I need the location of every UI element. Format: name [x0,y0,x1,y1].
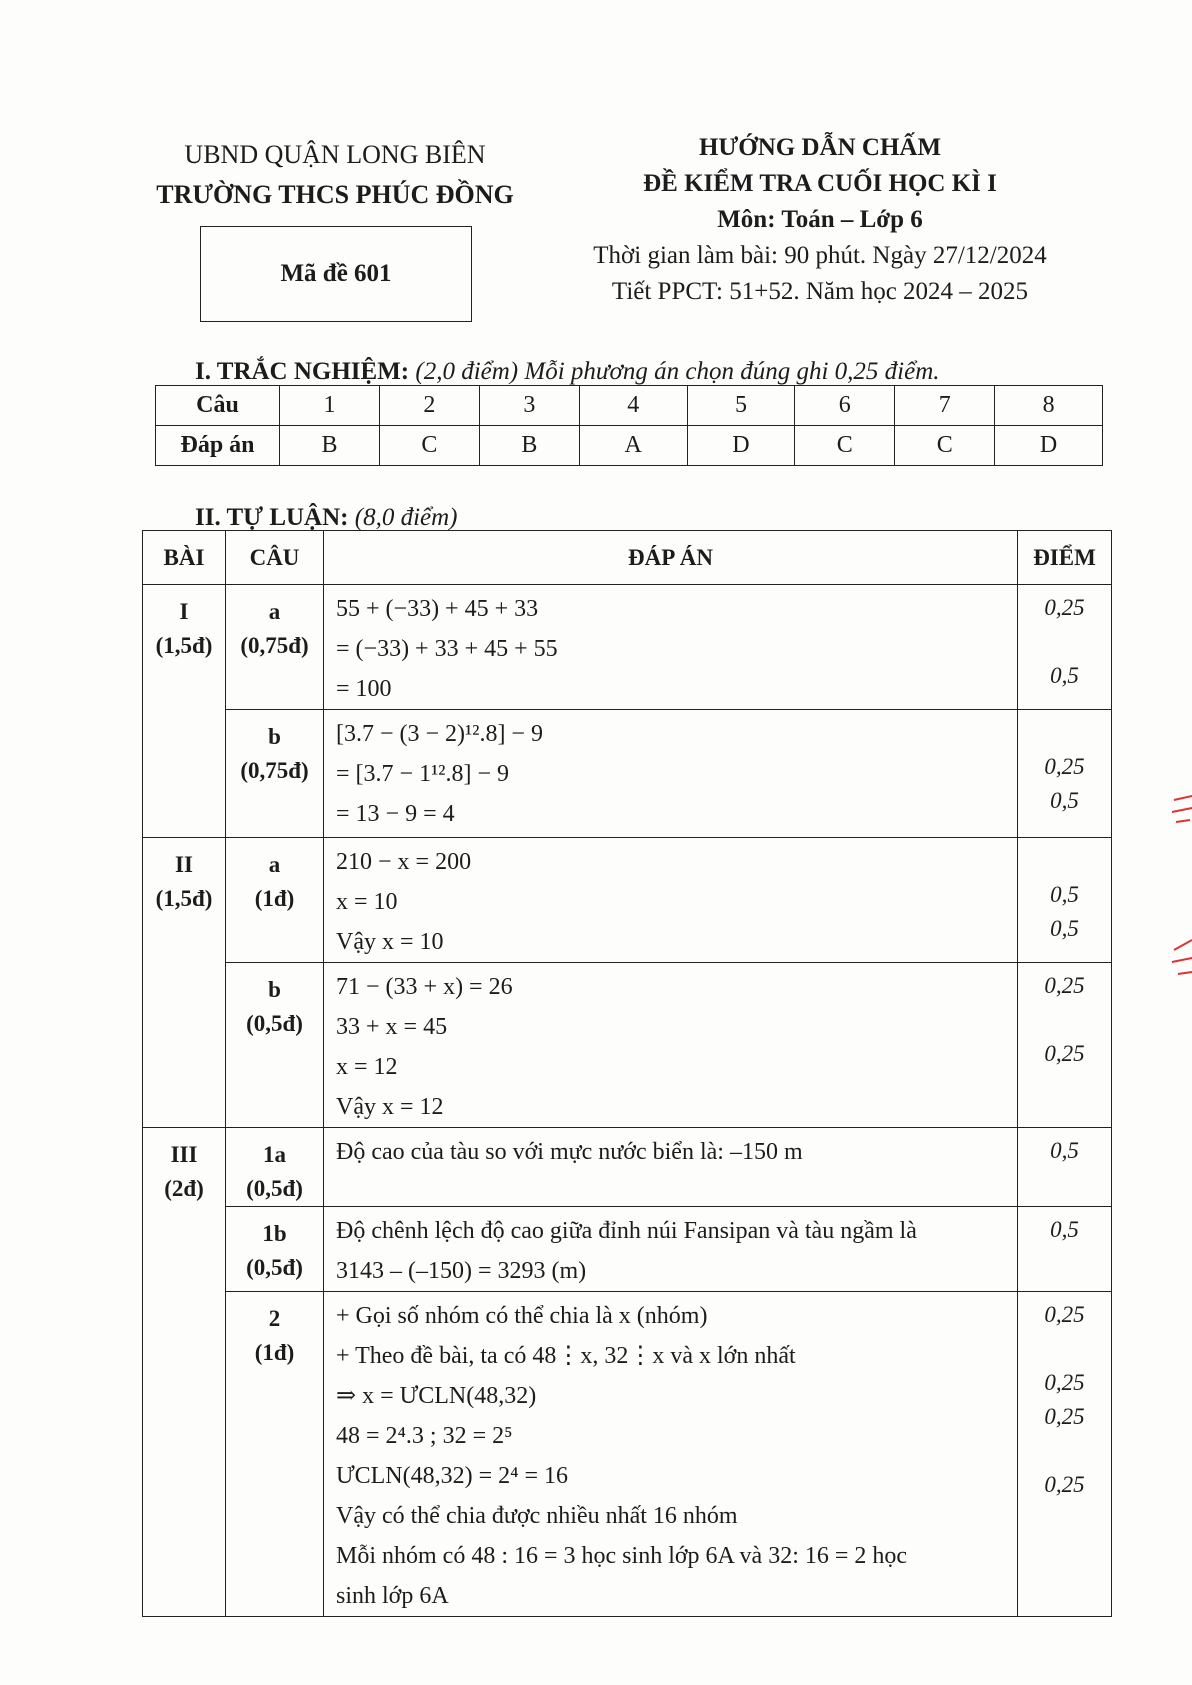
points-value [1018,1332,1111,1366]
bai-cell [143,1128,226,1617]
answer-cell-1: B [280,426,380,466]
points-cell [1018,1292,1112,1617]
points-value: 0,5 [1050,882,1079,907]
answer-line: + Theo đề bài, ta có 48⋮x, 32⋮x và x lớn nhất [336,1343,796,1369]
part2-note: (8,0 điểm) [354,504,458,531]
answer-cell [324,838,1018,963]
points-value [1018,716,1111,750]
bai-points: (1,5đ) [155,633,213,658]
part1-title: I. TRẮC NGHIỆM: [195,358,410,385]
answer-cell-6: C [795,426,895,466]
question-number-7: 7 [895,386,995,426]
cau-points: (0,75đ) [240,758,309,783]
bai-points: (2đ) [164,1176,204,1201]
doc-title: HƯỚNG DẪN CHẤM [698,134,942,161]
points-value [1018,844,1111,878]
answer-line: Độ cao của tàu so với mực nước biển là: –150 m [336,1139,803,1165]
points-value [1018,1003,1111,1037]
bai-cell [143,585,226,838]
col-bai-header: BÀI [143,531,226,585]
bai-number: II [175,852,193,877]
period-line: Tiết PPCT: 51+52. Năm học 2024 – 2025 [611,278,1029,305]
cau-label: a [268,852,281,877]
answer-line: ƯCLN(48,32) = 2⁴ = 16 [336,1463,569,1489]
points-value: 0,25 [1044,1472,1085,1497]
bai-cell [143,838,226,1128]
essay-row [143,1128,1112,1207]
cau-cell [226,710,324,838]
answer-line: 48 = 2⁴.3 ; 32 = 2⁵ [336,1423,513,1449]
answer-line: Vậy x = 12 [336,1094,444,1120]
multiple-choice-table [155,385,1103,466]
points-value: 0,25 [1044,595,1085,620]
school-block [120,135,550,215]
cau-label: b [268,977,281,1002]
answer-line: Mỗi nhóm có 48 : 16 = 3 học sinh lớp 6A và 32: 16 = 2 học [336,1543,908,1569]
col-points-header: ĐIỂM [1018,531,1112,585]
points-value: 0,25 [1044,973,1085,998]
cau-label: 1a [263,1142,286,1167]
essay-row [143,710,1112,838]
answer-cell-2: C [379,426,479,466]
points-cell [1018,1207,1112,1292]
points-cell [1018,838,1112,963]
answer-cell-8: D [995,426,1103,466]
essay-row [143,963,1112,1128]
school-name: TRƯỜNG THCS PHÚC ĐỒNG [156,180,514,209]
answer-line: 71 − (33 + x) = 26 [336,974,513,1000]
cau-cell [226,1292,324,1617]
points-cell [1018,963,1112,1128]
cau-label: 1b [262,1221,287,1246]
points-cell [1018,1128,1112,1207]
answer-line: x = 12 [336,1054,398,1080]
essay-row [143,585,1112,710]
points-value: 0,25 [1044,1404,1085,1429]
cau-points: (1đ) [254,1340,295,1365]
cau-cell [226,1207,324,1292]
points-value: 0,25 [1044,1370,1085,1395]
cau-label: a [268,599,281,624]
points-value: 0,5 [1050,663,1079,688]
question-row [156,386,1103,426]
exam-code-box [200,226,472,322]
answer-row [156,426,1103,466]
answer-line: = (−33) + 33 + 45 + 55 [336,636,558,662]
district-name: UBND QUẬN LONG BIÊN [184,140,486,169]
question-row-label: Câu [156,386,280,426]
question-number-4: 4 [579,386,687,426]
points-cell [1018,710,1112,838]
bai-number: III [170,1142,198,1167]
answer-cell-3: B [479,426,579,466]
answer-cell-5: D [687,426,795,466]
question-number-5: 5 [687,386,795,426]
cau-points: (0,5đ) [246,1011,303,1036]
cau-cell [226,1128,324,1207]
answer-line: sinh lớp 6A [336,1583,449,1609]
cau-label: 2 [268,1306,281,1331]
answer-line: 55 + (−33) + 45 + 33 [336,596,539,622]
answer-cell-7: C [895,426,995,466]
cau-points: (1đ) [254,886,295,911]
points-value: 0,25 [1044,1302,1085,1327]
points-cell [1018,585,1112,710]
answer-line: = 100 [336,676,392,702]
answer-line: + Gọi số nhóm có thể chia là x (nhóm) [336,1303,708,1329]
answer-cell [324,963,1018,1128]
answer-cell [324,585,1018,710]
col-answer-header: ĐÁP ÁN [324,531,1018,585]
points-value: 0,25 [1044,1041,1085,1066]
question-number-1: 1 [280,386,380,426]
answer-line: ⇒ x = ƯCLN(48,32) [336,1383,537,1409]
points-value: 0,5 [1050,1138,1079,1163]
cau-points: (0,5đ) [246,1255,303,1280]
cau-cell [226,963,324,1128]
answer-line: 210 − x = 200 [336,849,472,875]
bai-number: I [179,599,189,624]
answer-line: = [3.7 − 1¹².8] − 9 [336,761,509,787]
points-value [1018,625,1111,659]
answer-cell [324,1128,1018,1207]
answer-line: Vậy có thể chia được nhiều nhất 16 nhóm [336,1503,738,1529]
doc-subtitle: ĐỀ KIỂM TRA CUỐI HỌC KÌ I [643,170,997,197]
stamp-fragment [1160,790,1192,990]
title-block [555,130,1085,310]
points-value [1018,1071,1111,1105]
cau-points: (0,75đ) [240,633,309,658]
cau-cell [226,585,324,710]
bai-points: (1,5đ) [155,886,213,911]
points-value: 0,25 [1044,754,1085,779]
answer-line: Độ chênh lệch độ cao giữa đỉnh núi Fansipan và tàu ngầm là [336,1218,917,1244]
essay-row [143,838,1112,963]
essay-header-row [143,531,1112,585]
answer-row-label: Đáp án [156,426,280,466]
answer-line: 33 + x = 45 [336,1014,448,1040]
essay-row [143,1292,1112,1617]
question-number-2: 2 [379,386,479,426]
cau-cell [226,838,324,963]
question-number-8: 8 [995,386,1103,426]
answer-cell [324,1207,1018,1292]
answer-line: x = 10 [336,889,398,915]
subject-line: Môn: Toán – Lớp 6 [717,206,923,233]
question-number-3: 3 [479,386,579,426]
answer-line: [3.7 − (3 − 2)¹².8] − 9 [336,721,543,747]
col-cau-header: CÂU [226,531,324,585]
points-value: 0,5 [1050,1217,1079,1242]
answer-cell-4: A [579,426,687,466]
question-number-6: 6 [795,386,895,426]
points-value [1018,1434,1111,1468]
answer-line: = 13 − 9 = 4 [336,801,455,827]
answer-line: Vậy x = 10 [336,929,444,955]
cau-label: b [268,724,281,749]
part1-heading [195,358,940,386]
exam-code: Mã đề 601 [280,260,392,287]
time-line: Thời gian làm bài: 90 phút. Ngày 27/12/2024 [593,242,1047,269]
essay-row [143,1207,1112,1292]
part2-heading [195,504,458,532]
answer-line: 3143 – (–150) = 3293 (m) [336,1258,587,1284]
essay-answer-table [142,530,1112,1617]
answer-cell [324,1292,1018,1617]
part2-title: II. TỰ LUẬN: [195,504,349,531]
points-value: 0,5 [1050,788,1079,813]
cau-points: (0,5đ) [246,1176,303,1201]
answer-cell [324,710,1018,838]
part1-note: (2,0 điểm) Mỗi phương án chọn đúng ghi 0,25 điểm. [415,358,940,385]
points-value: 0,5 [1050,916,1079,941]
